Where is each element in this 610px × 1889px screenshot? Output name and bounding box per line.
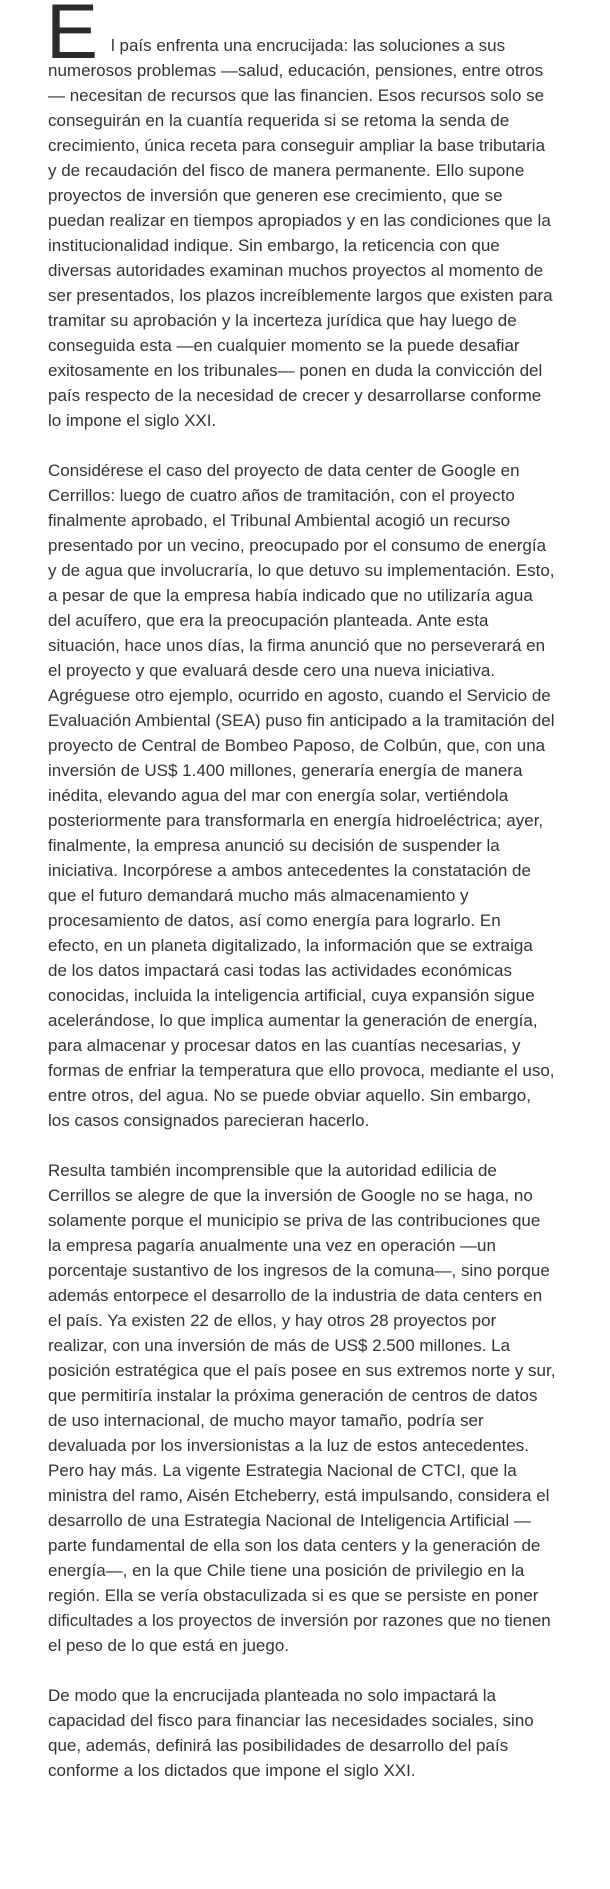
article-paragraph: Considérese el caso del proyecto de data center de Google en Cerrillos: luego de cuatro años de tramitación, con el proyecto finalmente aprobado, el Tribunal Ambiental acogió un recurso presentado por un vecino, preocupado por el consumo de energía y de agua que involucraría, lo que detuvo su implementación. Esto, a pesar de que la empresa había indicado que no utilizaría agua del acuífero, que era la preocupación planteada. Ante esta situación, hace unos días, la firma anunció que no perseverará en el proyecto y que evaluará desde cero una nueva iniciativa. Agréguese otro ejemplo, ocurrido en agosto, cuando el Servicio de Evaluación Ambiental (SEA) puso fin anticipado a la tramitación del proyecto de Central de Bombeo Paposo, de Colbún, que, con una inversión de US$ 1.400 millones, generaría energía de manera inédita, elevando agua del mar con energía solar, vertiéndola posteriormente para transformarla en energía hidroeléctrica; ayer, finalmente, la empresa anunció su decisión de suspender la iniciativa. Incorpórese a ambos antecedentes la constatación de que el futuro demandará mucho más almacenamiento y procesamiento de datos, así como energía para lograrlo. En efecto, en un planeta digitalizado, la información que se extraiga de los datos impactará casi todas las actividades económicas conocidas, incluida la inteligencia artificial, cuya expansión sigue acelerándose, lo que implica aumentar la generación de energía, para almacenar y procesar datos en las cuantías necesarias, y formas de enfriar la temperatura que ello provoca, mediante el uso, entre otros, del agua. No se puede obviar aquello. Sin embargo, los casos consignados parecieran hacerlo.: [48, 461, 555, 1130]
article-paragraph: l país enfrenta una encrucijada: las soluciones a sus numerosos problemas —salud, educación, pensiones, entre otros— necesitan de recursos que las financien. Esos recursos solo se conseguirán en la cuantía requerida si se retoma la senda de crecimiento, única receta para conseguir ampliar la base tributaria y de recaudación del fisco de manera permanente. Ello supone proyectos de inversión que generen ese crecimiento, que se puedan realizar en tiempos apropiados y en las condiciones que la institucionalidad indique. Sin embargo, la reticencia con que diversas autoridades examinan muchos proyectos al momento de ser presentados, los plazos increíblemente largos que existen para tramitar su aprobación y la incerteza jurídica que hay luego de conseguida esta —en cualquier momento se la puede desafiar exitosamente en los tribunales— ponen en duda la convicción del país respecto de la necesidad de crecer y desarrollarse conforme lo impone el siglo XXI.: [48, 36, 553, 430]
article-paragraph: De modo que la encrucijada planteada no solo impactará la capacidad del fisco para financiar las necesidades sociales, sino que, además, definirá las posibilidades de desarrollo del país conforme a los dictados que impone el siglo XXI.: [48, 1686, 534, 1780]
drop-cap-letter: E: [46, 0, 99, 75]
editorial-article: [48, 0, 556, 1783]
article-paragraph: Resulta también incomprensible que la autoridad edilicia de Cerrillos se alegre de que la inversión de Google no se haga, no solamente porque el municipio se priva de las contribuciones que la empresa pagaría anualmente una vez en operación —un porcentaje sustantivo de los ingresos de la comuna—, sino porque además entorpece el desarrollo de la industria de data centers en el país. Ya existen 22 de ellos, y hay otros 28 proyectos por realizar, con una inversión de más de US$ 2.500 millones. La posición estratégica que el país posee en sus extremos norte y sur, que permitiría instalar la próxima generación de centros de datos de uso internacional, de mucho mayor tamaño, podría ser devaluada por los inversionistas a la luz de estos antecedentes. Pero hay más. La vigente Estrategia Nacional de CTCI, que la ministra del ramo, Aisén Etcheberry, está impulsando, considera el desarrollo de una Estrategia Nacional de Inteligencia Artificial —parte fundamental de ella son los data centers y la generación de energía—, en la que Chile tiene una posición de privilegio en la región. Ella se vería obstaculizada si es que se persiste en poner dificultades a los proyectos de inversión por razones que no tienen el peso de lo que está en juego.: [48, 1161, 556, 1655]
